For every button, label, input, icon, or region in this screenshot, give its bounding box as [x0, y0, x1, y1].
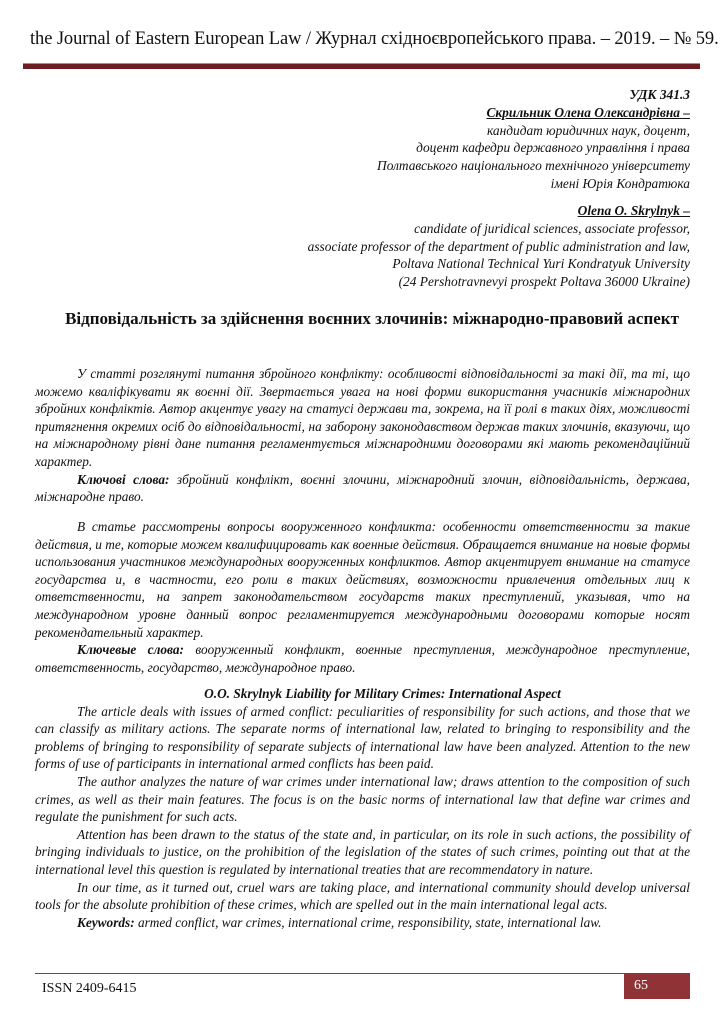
affiliation-en	[308, 202, 690, 291]
abstract-text: У статті розглянуті питання збройного конфлікту: особливості відповідальності за такі дії, та ті, що можемо кваліфікувати як воєнні дії. Звертається увага на нові форми використання учасників міжнародних збройних конфліктів. Автор акцентує увагу на статусі держави та, зокрема, на її ролі в таких діях, можливості притягнення окремих осіб до відповідальності, на заборону законодавством держав таких злочинів, вказуючи, що на міжнародному рівні дане питання регламентується міжнародними договорами які мають рекомендаційний характер.	[35, 366, 690, 469]
abstract-en	[35, 685, 690, 931]
issn: ISSN 2409-6415	[42, 981, 137, 996]
affiliation-line: кандидат юридичних наук, доцент,	[486, 122, 690, 138]
author-name-en: Olena O. Skrylnyk –	[577, 203, 690, 218]
abstract-paragraph: In our time, as it turned out, cruel wars are taking place, and international community should develop universal tools for the absolute prohibition of these crimes, which are spelled out in the main international legal acts.	[35, 879, 690, 913]
keywords-ru	[35, 641, 690, 676]
affiliation-line: (24 Pershotravnevyi prospekt Poltava 36000 Ukraine)	[398, 274, 690, 290]
affiliation-line: associate professor of the department of public administration and law,	[307, 238, 690, 254]
abstract-paragraph: The author analyzes the nature of war crimes under international law; draws attention to the composition of such crimes, as well as their main features. The focus is on the basic norms of international law that define war crimes and regulate the punishment for such acts.	[35, 773, 690, 825]
abstract-ua	[35, 365, 690, 506]
keywords-ua	[35, 471, 690, 506]
affiliation-line: доцент кафедри державного управління і права	[416, 140, 690, 156]
author-name-ua: Скрильник Олена Олександрівна –	[486, 104, 690, 120]
footer-divider	[35, 973, 690, 974]
keywords-list: збройний конфлікт, воєнні злочини, міжнародний злочин, відповідальність, держава, міжнародне право.	[35, 471, 690, 505]
keywords-list: вооруженный конфликт, военные преступления, международное преступление, ответственность, государство, международное право.	[35, 642, 691, 675]
affiliation-line: Полтавського національного технічного університету	[377, 158, 690, 174]
abstract-paragraph: The article deals with issues of armed conflict: peculiarities of responsibility for such actions, and those that we can classify as military actions. The separate norms of international law, related to bringing to responsibility and the problems of bringing to responsibility of separate subjects of international law have been analyzed. Attention to the new forms of use of participants in international armed conflicts has been paid.	[35, 703, 690, 772]
keywords-label: Ключевые слова:	[77, 642, 184, 658]
affiliation-ua	[377, 86, 690, 193]
abstract-paragraph: Attention has been drawn to the status of the state and, in particular, on its role in such actions, the possibility of bringing individuals to justice, on the prohibition of the legislation of the states of such crimes, pointing out that at the international level this question is regulated by international treaties that are recommendatory in nature.	[35, 826, 690, 877]
affiliation-line: імені Юрія Кондратюка	[550, 175, 690, 191]
affiliation-line: candidate of juridical sciences, associate professor,	[414, 220, 690, 236]
running-head: the Journal of Eastern European Law / Журнал східноєвропейського права. – 2019. – № 59.	[30, 29, 719, 49]
keywords-en	[35, 914, 690, 932]
abstract-ru	[35, 518, 690, 676]
keywords-list: armed conflict, war crimes, international crime, responsibility, state, international law.	[134, 914, 602, 930]
header-divider	[23, 63, 700, 69]
keywords-label: Keywords:	[77, 914, 135, 930]
keywords-label: Ключові слова:	[77, 471, 170, 487]
abstract-en-title: O.O. Skrylnyk Liability for Military Crimes: International Aspect	[204, 686, 561, 701]
abstract-text: В статье рассмотрены вопросы вооруженного конфликта: особенности ответственности за такие действия, и те, которые можем квалифицировать как военные действия. Обращается внимание на новые формы использования участников международных вооруженных конфликтов. Автор акцентирует внимание на статусе государства и, в частности, его роли в таких действиях, возможности привлечения отдельных лиц к ответственности, на запрет законодательством государств таких преступлений, указывая, что на международном уровне данный вопрос регламентируется международными договорами которые носят рекомендательный характер.	[35, 519, 690, 640]
article-title: Відповідальність за здійснення воєнних злочинів: міжнародно-правовий аспект	[65, 309, 679, 328]
affiliation-line: Poltava National Technical Yuri Kondratyuk University	[392, 256, 690, 272]
page-number: 65	[624, 973, 690, 999]
udc-code: УДК 341.3	[629, 87, 690, 102]
